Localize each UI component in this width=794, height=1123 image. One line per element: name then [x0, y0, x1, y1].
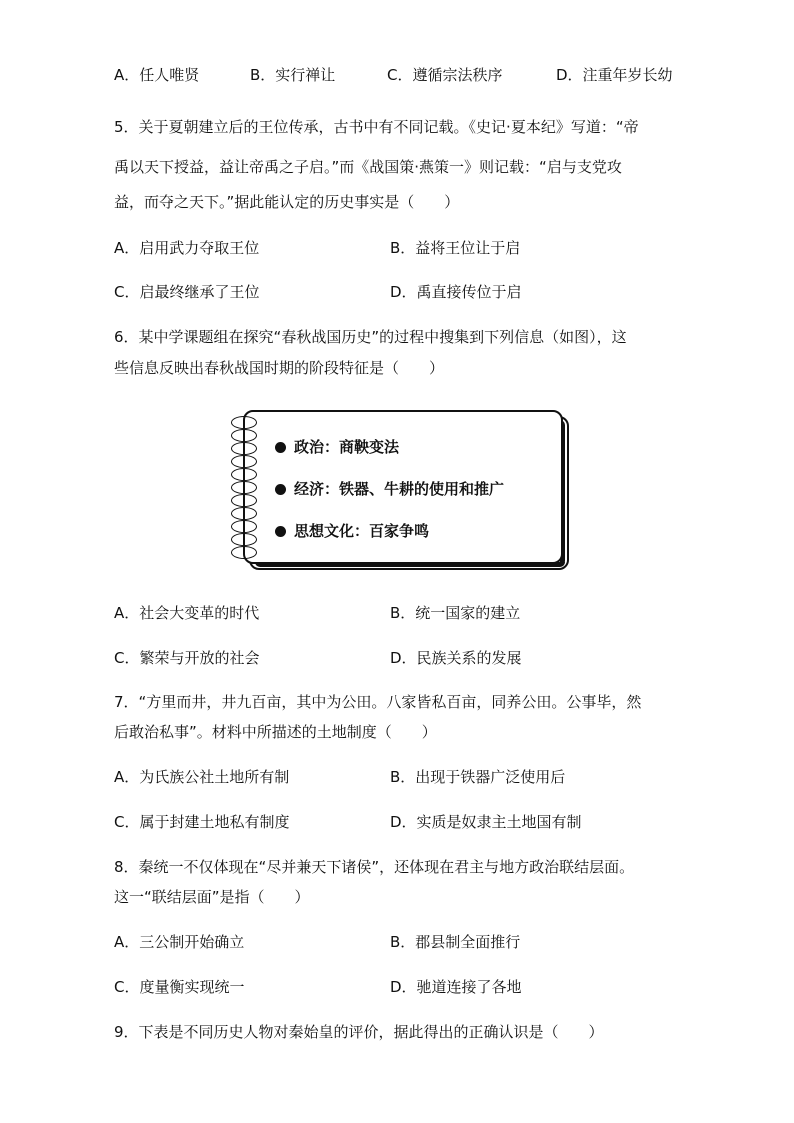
q7-option-a: A．为氏族公社土地所有制: [114, 768, 290, 786]
q4-option-a: A．任人唯贤: [114, 66, 200, 84]
q5-stem-line-2: 禹以天下授益，益让帝禹之子启。”而《战国策·燕策一》则记载：“启与支党攻: [114, 158, 622, 176]
q5-option-b: B．益将王位让于启: [390, 239, 521, 257]
q6-stem-line-2: 些信息反映出春秋战国时期的阶段特征是（ ）: [114, 359, 445, 377]
ring-icon: [231, 481, 257, 494]
ring-icon: [231, 468, 257, 481]
q5-option-c: C．启最终继承了王位: [114, 283, 260, 301]
q6-option-b: B．统一国家的建立: [390, 604, 521, 622]
ring-icon: [231, 507, 257, 520]
card-item-economy: [275, 479, 504, 499]
ring-icon: [231, 494, 257, 507]
card-item-text: 政治：商鞅变法: [294, 438, 400, 456]
q6-option-d: D．民族关系的发展: [390, 649, 522, 667]
q6-option-c: C．繁荣与开放的社会: [114, 649, 260, 667]
q8-option-c: C．度量衡实现统一: [114, 978, 245, 996]
card-item-politics: [275, 437, 399, 457]
ring-icon: [231, 416, 257, 429]
ring-icon: [231, 533, 257, 546]
ring-icon: [231, 520, 257, 533]
ring-icon: [231, 442, 257, 455]
q7-option-b: B．出现于铁器广泛使用后: [390, 768, 566, 786]
bullet-icon: [275, 484, 286, 495]
q5-stem-line-3: 益，而夺之天下。”据此能认定的历史事实是（ ）: [114, 193, 460, 211]
q8-option-a: A．三公制开始确立: [114, 933, 245, 951]
q8-stem-line-2: 这一“联结层面”是指（ ）: [114, 888, 310, 906]
card-item-text: 思想文化：百家争鸣: [294, 522, 430, 540]
q8-stem-line-1: 8．秦统一不仅体现在“尽并兼天下诸侯”，还体现在君主与地方政治联结层面。: [114, 858, 635, 876]
q7-option-c: C．属于封建土地私有制度: [114, 813, 290, 831]
q5-stem-line-1: 5．关于夏朝建立后的王位传承，古书中有不同记载。《史记·夏本纪》写道：“帝: [114, 118, 639, 136]
q6-stem-line-1: 6．某中学课题组在探究“春秋战国历史”的过程中搜集到下列信息（如图），这: [114, 328, 627, 346]
q7-stem-line-2: 后敢治私事”。材料中所描述的土地制度（ ）: [114, 723, 437, 741]
ring-icon: [231, 455, 257, 468]
q4-option-c: C．遵循宗法秩序: [387, 66, 503, 84]
q5-option-a: A．启用武力夺取王位: [114, 239, 260, 257]
q7-option-d: D．实质是奴隶主土地国有制: [390, 813, 582, 831]
ring-icon: [231, 429, 257, 442]
ring-icon: [231, 546, 257, 559]
q5-option-d: D．禹直接传位于启: [390, 283, 522, 301]
bullet-icon: [275, 526, 286, 537]
card-item-text: 经济：铁器、牛耕的使用和推广: [294, 480, 505, 498]
notebook-card: [231, 410, 567, 568]
q6-option-a: A．社会大变革的时代: [114, 604, 260, 622]
bullet-icon: [275, 442, 286, 453]
q7-stem-line-1: 7．“方里而井，井九百亩，其中为公田。八家皆私百亩，同养公田。公事毕，然: [114, 693, 642, 711]
q4-option-b: B．实行禅让: [250, 66, 336, 84]
q8-option-b: B．郡县制全面推行: [390, 933, 521, 951]
q4-option-d: D．注重年岁长幼: [556, 66, 673, 84]
spiral-binding-icon: [231, 416, 261, 566]
q8-option-d: D．驰道连接了各地: [390, 978, 522, 996]
card-item-culture: [275, 521, 429, 541]
q9-stem-line-1: 9．下表是不同历史人物对秦始皇的评价，据此得出的正确认识是（ ）: [114, 1023, 604, 1041]
